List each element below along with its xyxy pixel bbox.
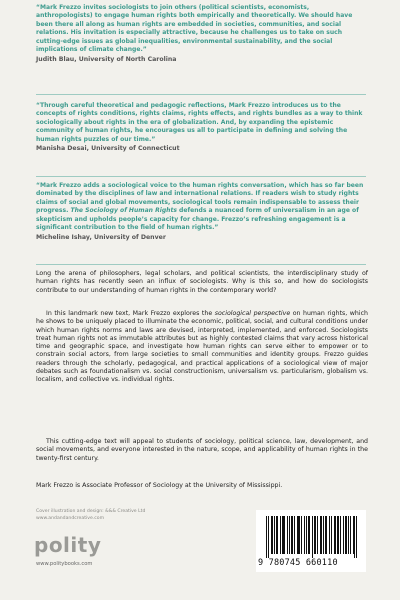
barcode-bar [309,516,310,554]
credit-line: Cover illustration and design: &&& Creative Ltd [36,509,146,514]
barcode-bar [289,516,290,554]
barcode-bar [356,516,357,558]
barcode-bar [346,516,347,554]
barcode-bar [282,516,283,554]
barcode-bar [325,516,326,554]
quote-text: “Through careful theoretical and pedagogic reflections, Mark Frezzo introduces us to the concepts of rights conditions, rights claims, rights effects, and rights bundles as a way to think sociologically about rights in the era of globalization. And, by expanding the epistemic community of human rights, he encourages us all to participate in defining and solving the human rights puzzles of our time.” [36,102,363,143]
barcode-bar [294,516,295,554]
barcode-bar [266,516,267,558]
barcode-bar [308,516,309,554]
endorsement-quote [36,4,366,64]
quote-text [36,182,366,233]
barcode-icon [266,516,358,558]
paragraph-part: on human rights, which he shows to be uniquely placed to illuminate the economic, political, social, and cultural conditions under which human rights norms and laws are devised, interpreted, implemented, and enforced. Sociologists treat human rights not as immutable attributes but as highly contested claims that vary across historical time and geographic space, and investigate how human rights can serve either to empower or to constrain social actors, from large societies to small communities and identity groups. Frezzo guides readers through the scholarly, pedagogical, and practical applications of a sociological view of major debates such as foundationalism vs. social constructionism, universalism vs. particularism, globalism vs. localism, and collective vs. individual rights. [36,310,368,384]
barcode-bar [292,516,293,554]
divider [36,94,366,95]
barcode-bar [306,516,307,554]
endorsement-quote [36,102,366,153]
barcode-bar [354,516,355,558]
barcode-bar [274,516,275,554]
barcode-bar [272,516,273,554]
cover-credits [36,508,145,522]
barcode-digits: 9 780745 660110 [258,558,338,568]
barcode-bar [297,516,298,554]
quote-text-part: defends a nuanced form of universalism in an age of skepticism and upholds people’s capacity for change. Frezzo’s refreshing engagement is a significant contribution to the field of human rights.” [36,207,359,232]
barcode-bar [323,516,324,554]
barcode-bar [335,516,336,554]
quote-author: Micheline Ishay, University of Denver [36,233,166,241]
barcode-bar [276,516,277,554]
barcode-bar [284,516,285,554]
barcode-bar [312,516,313,558]
barcode-bar [299,516,300,554]
description-paragraph [36,310,368,385]
italic-phrase: sociological perspective [214,310,291,317]
author-bio: Mark Frezzo is Associate Professor of Sociology at the University of Mississippi. [36,482,283,489]
barcode-bar [271,516,272,554]
isbn-barcode [256,510,366,572]
divider [36,176,366,177]
barcode-bar [304,516,305,554]
barcode-bar [280,516,281,554]
barcode-bar [298,516,299,554]
barcode-bar [315,516,316,554]
barcode-bar [338,516,339,554]
barcode-bar [348,516,349,554]
barcode-bar [268,516,269,558]
endorsement-quote [36,182,366,242]
divider [36,264,366,265]
publisher-url[interactable]: www.politybooks.com [36,561,93,567]
credit-url: www.andandandcreative.com [36,516,105,521]
barcode-bar [320,516,321,554]
barcode-bar [331,516,332,554]
barcode-bar [314,516,315,554]
book-title-italic: The Sociology of Human Rights [70,207,177,215]
barcode-bar [345,516,346,554]
quote-text-part: “Mark Frezzo adds a sociological voice to the human rights conversation, which has so far been dominated by the disciplines of law and international relations. If readers wish to study rights claims of social and global movements, sociological tools remain indispensable to assess their progress. [36,182,364,215]
publisher-logo: polity [34,533,102,557]
quote-author: Manisha Desai, University of Connecticut [36,145,180,153]
barcode-bar [326,516,327,554]
barcode-bar [317,516,318,554]
description-paragraph: Long the arena of philosophers, legal scholars, and political scientists, the interdisciplinary study of human rights has recently seen an influx of sociologists. Why is this so, and how do sociologists contribute to our understanding of human rights in the contemporary world? [36,270,368,294]
quote-author: Judith Blau, University of North Carolina [36,55,177,63]
barcode-bar [329,516,330,554]
barcode-bar [350,516,351,554]
barcode-bar [283,516,284,554]
barcode-bar [340,516,341,554]
barcode-bar [353,516,354,554]
barcode-bar [321,516,322,554]
description-paragraph: This cutting-edge text will appeal to students of sociology, political science, law, development, and social movements, and everyone interested in the nature, scope, and applicability of human rights in the twenty-first century. [36,438,368,462]
barcode-bar [343,516,344,554]
barcode-bar [301,516,302,554]
paragraph-part: In this landmark new text, Mark Frezzo explores the [46,310,215,317]
barcode-bar [334,516,335,554]
quote-text: “Mark Frezzo invites sociologists to join others (political scientists, economists, anthropologists) to engage human rights both empirically and theoretically. We should have been there all along as human rights are embedded in societies, communities, and social relations. His invitation is especially attractive, because he challenges us to take on such cutting-edge issues as global inequalities, environmental sustainability, and the social implications of climate change.” [36,4,353,54]
barcode-bar [287,516,288,554]
barcode-bar [277,516,278,554]
barcode-bar [291,516,292,554]
barcode-bar [337,516,338,554]
